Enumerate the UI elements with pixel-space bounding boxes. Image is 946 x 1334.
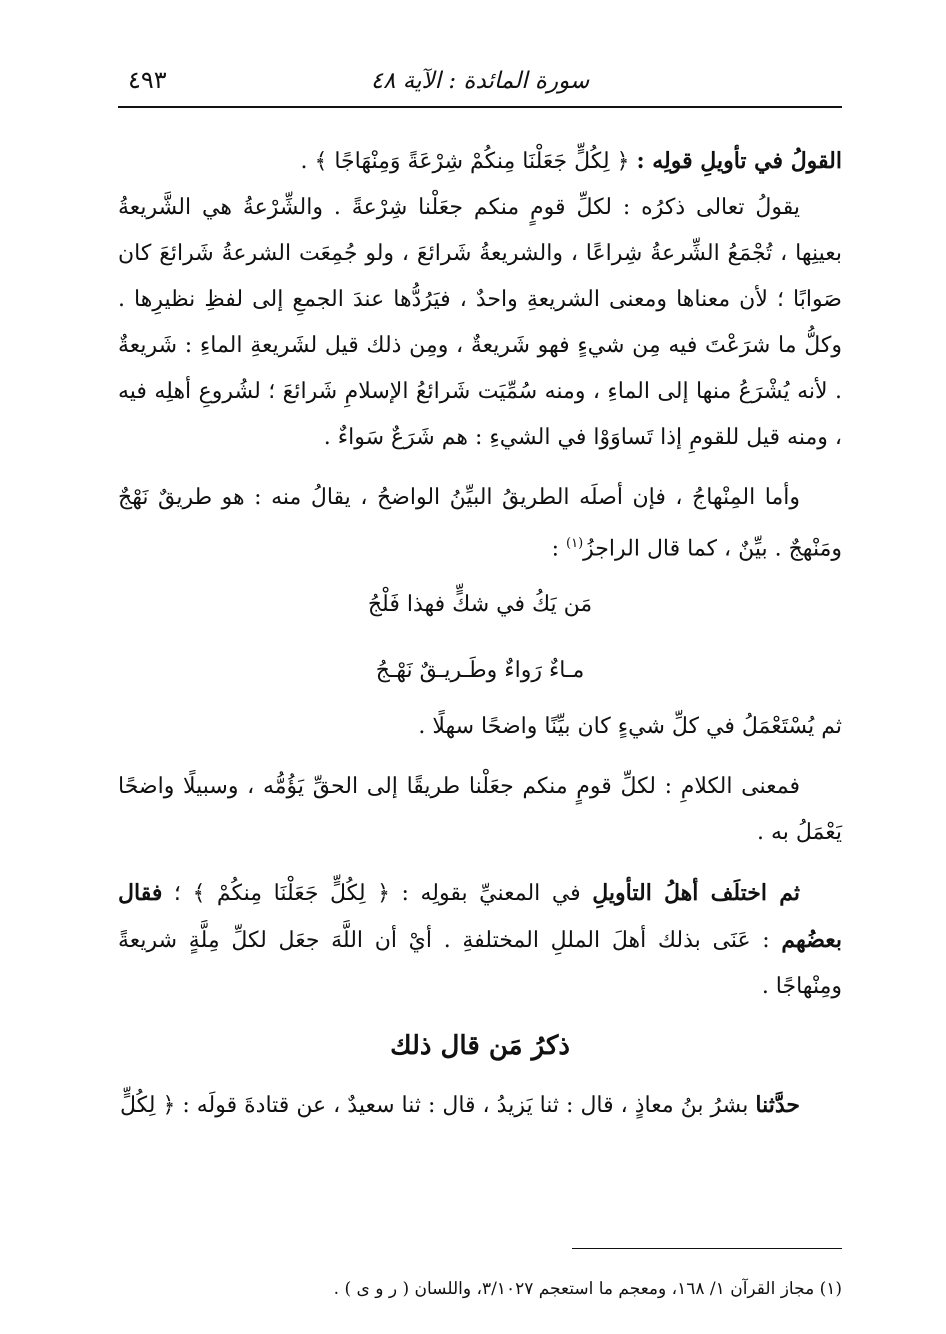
paragraph-isnad: [118, 1082, 842, 1129]
text-3: : عَنَى بذلك أهلَ المللِ المختلفةِ . أيْ أن اللَّهَ جعَل لكلِّ مِلَّةٍ شريعةً ومِنْهاجًا .: [118, 928, 842, 1000]
isnad-text: بشرُ بنُ معاذٍ ، قال : ثنا يَزيدُ ، قال : ثنا سعيدٌ ، عن قتادةَ قولَه : ﴿ لِكُلٍّ: [119, 1093, 756, 1119]
text-1: في المعنيِّ بقولِه :: [389, 881, 593, 907]
running-header: [118, 60, 842, 108]
page-number: ٤٩٣: [128, 66, 167, 94]
quran-quote: ﴿ لِكُلٍّ جَعَلْنَا مِنكُمْ شِرْعَةً وَمِنْهَاجًا ﴾ .: [300, 149, 630, 174]
poem-verse-2: مـاءٌ رَواءٌ وطَـريـقٌ نَهْـجُ: [375, 658, 585, 684]
paragraph-shiraa: يقولُ تعالى ذكرُه : لكلِّ قومٍ منكم جعَلْنا شِرْعةً . والشِّرْعةُ هي الشَّريعةُ بعينِها ، تُجْمَعُ الشِّرعةُ شِراعًا ، والشريعةُ شَرائعَ ، ولو جُمِعَت الشرعةُ شَرائعَ كان صَوابًا ؛ لأن معناها ومعنى الشريعةِ واحدٌ ، فيَرُدُّها عندَ الجمعِ إلى لفظِ نظيرِها . وكلُّ ما شرَعْتَ فيه مِن شيءٍ فهو شَريعةٌ ، ومِن ذلك قيل لشَريعةِ الماءِ : شَريعةٌ . لأنه يُشْرَعُ منها إلى الماءِ ، ومنه سُمِّيَت شَرائعُ الإسلامِ شَرائعَ ؛ لشُروعِ أهلِه فيه ، ومنه قيل للقومِ إذا تَساوَوْا في الشيءِ : هم شَرَعٌ سَواءٌ .: [118, 195, 842, 450]
bold-phrase-2: فقال بعضُهم: [118, 880, 843, 954]
footnote: (١) مجاز القرآن ١/ ١٦٨، ومعجم ما استعجم ٣/١٠٢٧، واللسان ( ر و ى ) .: [333, 1279, 842, 1299]
heading-label: القولُ في تأويلِ قولِه :: [636, 148, 842, 174]
bold-phrase-1: ثم اختلَف أهلُ التأويلِ: [592, 880, 800, 907]
footnote-marker: (١): [566, 536, 584, 551]
text-2: ؛: [162, 881, 193, 907]
footnote-divider: [572, 1248, 842, 1249]
quran-quote-2: ﴿ لِكُلٍّ جَعَلْنَا مِنكُمْ ﴾: [192, 881, 390, 907]
poem-verse-1: مَن يَكُ في شكٍّ فهذا فَلْجُ: [367, 592, 593, 618]
paragraph-minhaj-text: وأما المِنْهاجُ ، فإن أصلَه الطريقُ البيِّنُ الواضحُ ، يقالُ منه : هو طريقٌ نَهْجٌ ومَنْهجٌ . بيِّنٌ ، كما قال الراجزُ: [118, 485, 842, 562]
paragraph-meaning: فمعنى الكلامِ : لكلِّ قومٍ منكم جعَلْنا طريقًا إلى الحقِّ يَؤُمُّه ، وسبيلًا واضحًا يَعْمَلُ به .: [118, 774, 842, 846]
main-text: [118, 138, 842, 1129]
paragraph-minhaj-end: :: [551, 536, 566, 562]
paragraph-disagreement: [118, 870, 842, 1010]
paragraph-minhaj: [118, 475, 842, 572]
section-heading: [118, 138, 842, 185]
subheading: ذكرُ مَن قال ذلك: [390, 1031, 570, 1062]
surah-title: سورة المائدة : الآية ٤٨: [370, 68, 590, 94]
hadathana-label: حدَّثنا: [755, 1092, 800, 1119]
paragraph-usage: ثم يُسْتَعْمَلُ في كلِّ شيءٍ كان بيِّنًا واضحًا سهلًا .: [418, 714, 842, 740]
page: [118, 60, 842, 1300]
